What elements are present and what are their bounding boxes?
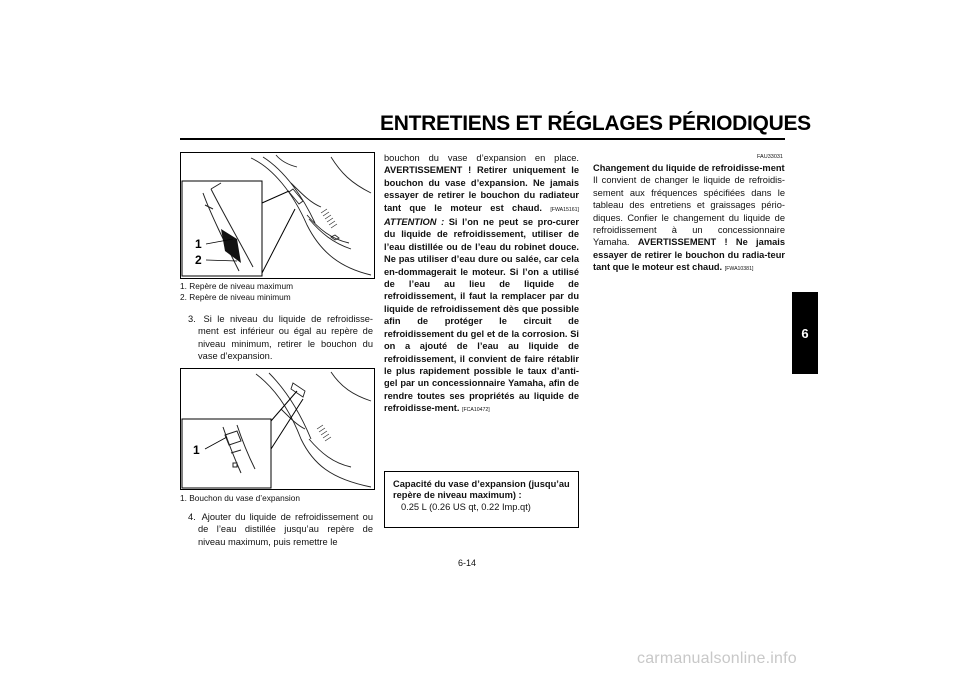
spec-box (384, 471, 579, 528)
warning-code: [FWA15161] (550, 206, 579, 213)
header-rule (180, 138, 785, 140)
step-3-text: Si le niveau du liquide de refroidisse-ment est inférieur ou égal au repère de niveau minimum, retirer le bouchon du vase d’expansion. (198, 314, 373, 362)
section-body: Il convient de changer le liquide de refroidis-sement aux fréquences spécifiées dans le tableau des entretiens et graissages pério-diques. Confier le changement du liquide de refroidissement à un concessionnaire Yamaha. (593, 175, 785, 248)
step-3-number: 3. (188, 314, 196, 324)
middle-column (384, 152, 579, 417)
figure1-caption-2: 2. Repère de niveau minimum (180, 292, 291, 302)
figure2-caption: 1. Bouchon du vase d’expansion (180, 493, 300, 503)
figure1-caption-1: 1. Repère de niveau maximum (180, 281, 293, 291)
warning-text: AVERTISSEMENT ! Retirer uniquement le bouchon du vase d’expansion. Ne jamais essayer de retirer le bouchon du radiateur tant que le moteur est chaud. (384, 165, 579, 213)
reservoir-illustration (181, 153, 374, 278)
callout-2: 2 (195, 253, 202, 267)
step-4-continued: bouchon du vase d’expansion en place. (384, 153, 579, 163)
attention-text: Si l’on ne peut se pro-curer du liquide de refroidissement, utiliser de l’eau distillée ou de l’eau du robinet douce. Ne pas utiliser d’eau dure ou salée, car cela en-dommagerait le moteur. Si l’on a utilisé de l’eau au lieu de liquide de refroidissement, il faut la remplacer par du liquide de refroidissement dès que possible afin de protéger le circuit de refroidissement du gel et de la corrosion. Si on a ajouté de l’eau au liquide de refroidissement, il convient de faire rétablir le plus rapidement possible le taux d’anti-gel par un concessionnaire Yamaha, afin de rendre toutes ses propriétés au liquide de refroidisse-ment. (384, 217, 579, 414)
section-warning: AVERTISSEMENT ! Ne jamais essayer de retirer le bouchon du radia-teur tant que le moteur est chaud. (593, 237, 786, 273)
step-3 (180, 313, 373, 363)
section-warning-code: [FWA10381] (724, 266, 754, 273)
page-header-title: ENTRETIENS ET RÉGLAGES PÉRIODIQUES (380, 112, 811, 135)
section-code: FAU33031 (757, 154, 783, 160)
attention-label: ATTENTION : (384, 217, 445, 228)
right-column (593, 162, 785, 276)
cap-illustration (181, 369, 374, 489)
spec-title: Capacité du vase d’expansion (jusqu’au repère de niveau maximum) : (393, 479, 570, 501)
page-number: 6-14 (458, 558, 477, 568)
section-heading: Changement du liquide de refroidisse-ment (593, 163, 785, 173)
chapter-tab[interactable]: 6 (792, 292, 818, 374)
step-4 (180, 511, 373, 548)
step-4-number: 4. (188, 512, 196, 522)
attention-code: [FCA10472] (462, 407, 490, 414)
watermark: carmanualsonline.info (637, 650, 797, 667)
spec-value: 0.25 L (0.26 US qt, 0.22 Imp.qt) (401, 501, 531, 512)
callout-1: 1 (195, 237, 202, 251)
callout-1: 1 (193, 443, 200, 457)
step-4-text: Ajouter du liquide de refroidissement ou de l’eau distillée jusqu’au repère de niveau maximum, puis remettre le (198, 512, 373, 547)
figure-level-marks (180, 152, 375, 279)
figure-expansion-cap (180, 368, 375, 490)
